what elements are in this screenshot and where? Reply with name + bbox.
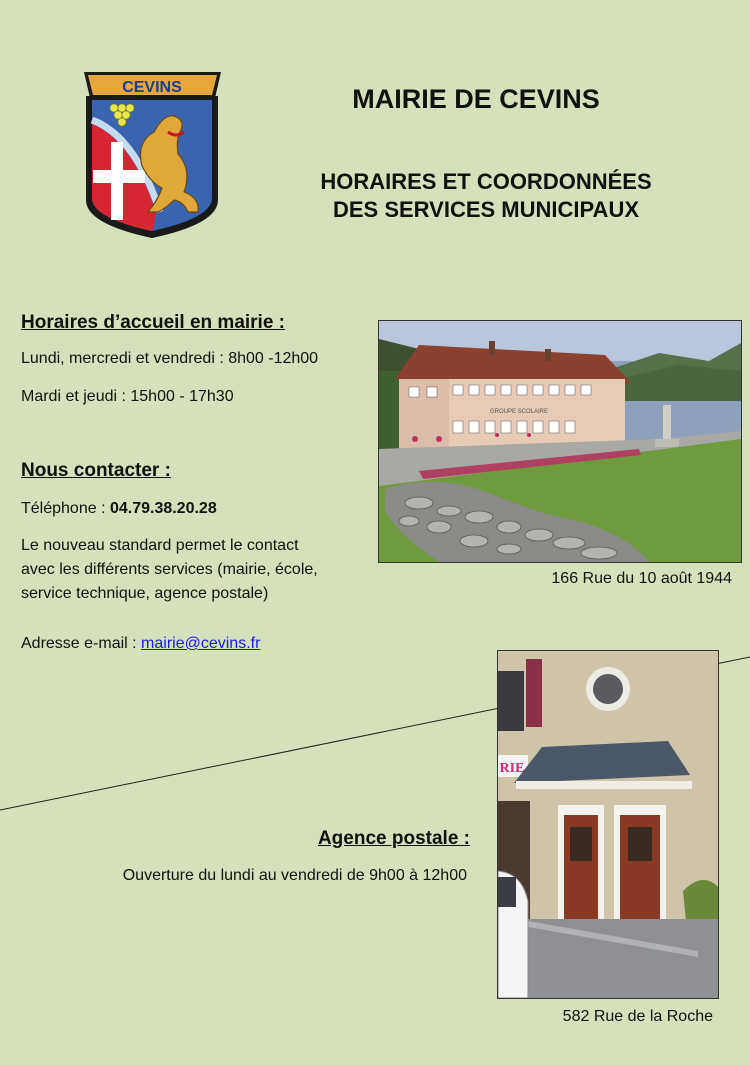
- page-title: MAIRIE DE CEVINS: [352, 84, 600, 114]
- svg-text:CEVINS: CEVINS: [122, 79, 182, 96]
- email-line: [21, 632, 260, 656]
- subtitle-line-1: HORAIRES ET COORDONNÉES: [320, 169, 652, 194]
- svg-text:RIE: RIE: [499, 761, 525, 776]
- contact-heading: Nous contacter :: [21, 460, 171, 481]
- hours-line-1: Lundi, mercredi et vendredi : 8h00 -12h00: [21, 350, 319, 367]
- email-label: Adresse e-mail :: [21, 635, 142, 652]
- svg-text:GROUPE SCOLAIRE: GROUPE SCOLAIRE: [489, 409, 549, 415]
- post-office-address-caption: 582 Rue de la Roche: [562, 1008, 713, 1025]
- standard-line-1: Le nouveau standard permet le contact: [21, 537, 299, 554]
- page-subtitle: [270, 168, 702, 224]
- post-office-hours: Ouverture du lundi au vendredi de 9h00 à 12h00: [122, 867, 467, 884]
- subtitle-line-2: DES SERVICES MUNICIPAUX: [332, 197, 640, 222]
- cevins-crest-logo: [80, 62, 225, 244]
- phone-line: [21, 497, 217, 521]
- phone-number: 04.79.38.20.28: [109, 500, 217, 517]
- hours-heading: Horaires d’accueil en mairie :: [21, 312, 286, 333]
- post-office-heading: Agence postale :: [317, 828, 470, 849]
- email-link[interactable]: mairie@cevins.fr: [141, 635, 261, 652]
- standard-line-3: service technique, agence postale): [21, 585, 269, 602]
- mairie-building-photo: [378, 320, 742, 563]
- standard-line-2: avec les différents services (mairie, école,: [21, 561, 318, 578]
- phone-label: Téléphone :: [21, 500, 110, 517]
- hours-line-2: Mardi et jeudi : 15h00 - 17h30: [21, 388, 234, 405]
- post-office-photo: [497, 650, 719, 999]
- mairie-address-caption: 166 Rue du 10 août 1944: [551, 570, 732, 587]
- standard-description: [21, 534, 318, 606]
